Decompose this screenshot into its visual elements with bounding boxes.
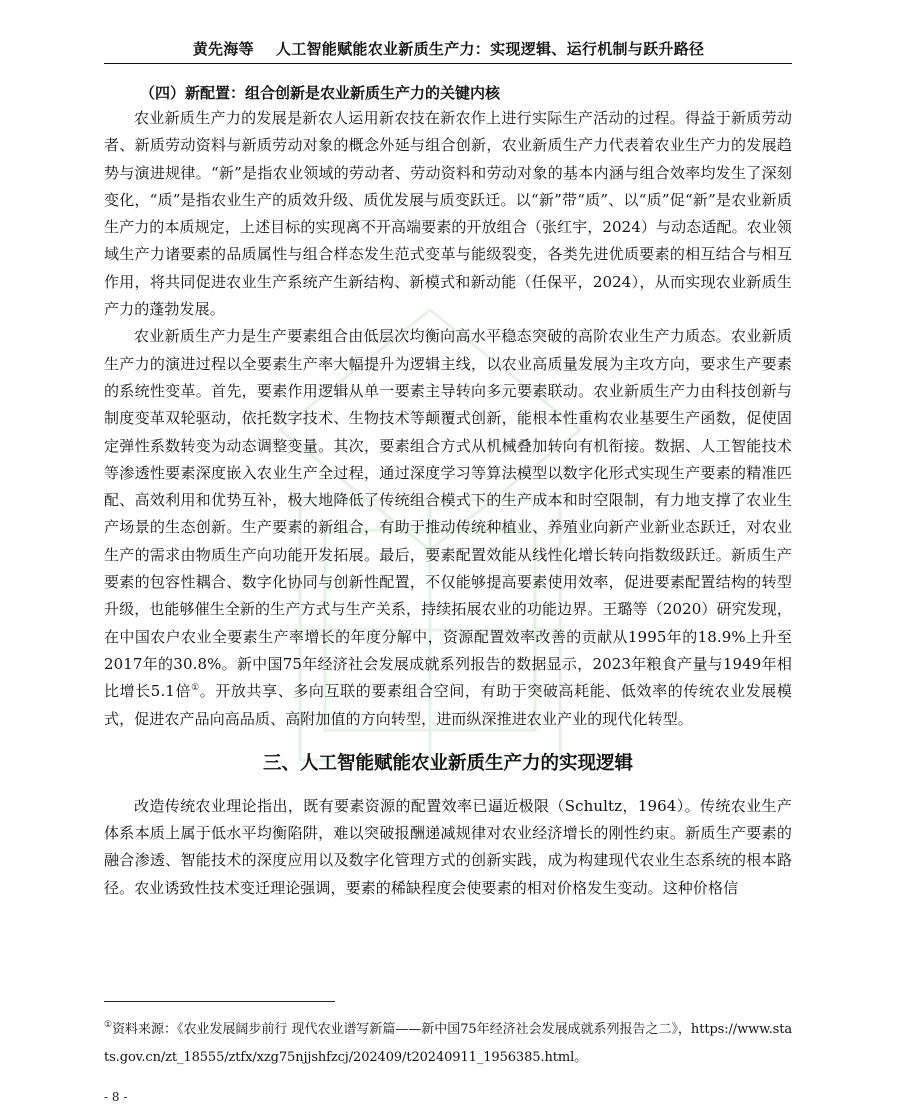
paragraph-text: 农业新质生产力是生产要素组合由低层次均衡向高水平稳态突破的高阶农业生产力质态。农业新质生产力的演进过程以全要素生产率大幅提升为逻辑主线，以农业高质量发展为主攻方向，要求生产要素的系统性变革。首先，要素作用逻辑从单一要素主导转向多元要素联动。农业新质生产力由科技创新与制度变革双轮驱动，依托数字技术、生物技术等颠覆式创新，能根本性重构农业基要生产函数，促使固定弹性系数转变为动态调整变量。其次，要素组合方式从机械叠加转向有机衔接。数据、人工智能技术等渗透性要素深度嵌入农业生产全过程，通过深度学习等算法模型以数字化形式实现生产要素的精准匹配、高效利用和优势互补，极大地降低了传统组合模式下的生产成本和时空限制，有力地支撑了农业生产场景的生态创新。生产要素的新组合，有助于推动传统种植业、养殖业向新产业新业态跃迁，对农业生产的需求由物质生产向功能开发拓展。最后，要素配置效能从线性化增长转向指数级跃迁。新质生产要素的包容性耦合、数字化协同与创新性配置，不仅能够提高要素使用效率，促进要素配置结构的转型升级，也能够催生全新的生产方式与生产关系，持续拓展农业的功能边界。王璐等（2020）研究发现，在中国农户农业全要素生产率增长的年度分解中，资源配置效率改善的贡献从1995年的18.9%上升至2017年的30.8%。新中国75年经济社会发展成就系列报告的数据显示，2023年粮食产量与1949年相比增长5.1倍	[104, 327, 792, 701]
body-paragraph: 改造传统农业理论指出，既有要素资源的配置效率已逼近极限（Schultz，1964）。传统农业生产体系本质上属于低水平均衡陷阱，难以突破报酬递减规律对农业经济增长的刚性约束。新质生产要素的融合渗透、智能技术的深度应用以及数字化管理方式的创新实践，成为构建现代农业生态系统的根本路径。农业诱致性技术变迁理论强调，要素的稀缺程度会使要素的相对价格发生变动。这种价格信	[104, 796, 792, 897]
header-authors: 黄先海等	[192, 40, 254, 58]
subsection-heading: （四）新配置：组合创新是农业新质生产力的关键内核	[140, 84, 501, 102]
paragraph-tail: 。开放共享、多向互联的要素组合空间，有助于突破高耗能、低效率的传统农业发展模式，促进农产品向高品质、高附加值的方向转型，进而纵深推进农业产业的现代化转型。	[104, 682, 792, 728]
footnote	[104, 1016, 792, 1072]
footnote-rule	[104, 1001, 335, 1002]
footnote-end: 。	[574, 1050, 588, 1065]
section-heading: 三、人工智能赋能农业新质生产力的实现逻辑	[262, 752, 633, 774]
footnote-marker: ①	[104, 1020, 113, 1030]
footnote-text: 资料来源：《农业发展阔步前行 现代农业谱写新篇——新中国75年经济社会发展成就系列报告之二》，	[112, 1022, 691, 1037]
footnote-url-link[interactable]: https://www.stats.gov.cn/zt_18555/ztfx/xzg75njjshfzcj/202409/t20240911_1956385.html	[104, 1022, 792, 1065]
header-title: 人工智能赋能农业新质生产力：实现逻辑、运行机制与跃升路径	[275, 40, 705, 58]
running-header	[105, 38, 792, 59]
body-paragraph: 农业新质生产力的发展是新农人运用新农技在新农作上进行实际生产活动的过程。得益于新质劳动者、新质劳动资料与新质劳动对象的概念外延与组合创新，农业新质生产力代表着农业生产力的发展趋势与演进规律。“新”是指农业领域的劳动者、劳动资料和劳动对象的基本内涵与组合效率均发生了深刻变化，“质”是指农业生产的质效升级、质优发展与质变跃迁。以“新”带“质”、以“质”促“新”是农业新质生产力的本质规定，上述目标的实现离不开高端要素的开放组合（张红宇，2024）与动态适配。农业领域生产力诸要素的品质属性与组合样态发生范式变革与能级裂变，各类先进优质要素的相互结合与相互作用，将共同促进农业生产系统产生新结构、新模式和新动能（任保平，2024），从而实现农业新质生产力的蓬勃发展。	[104, 109, 792, 319]
header-rule	[104, 63, 792, 64]
page-number: - 8 -	[104, 1090, 128, 1104]
page-body	[104, 70, 792, 902]
body-paragraph	[104, 323, 792, 732]
footnote-reference[interactable]: ①	[191, 683, 200, 694]
